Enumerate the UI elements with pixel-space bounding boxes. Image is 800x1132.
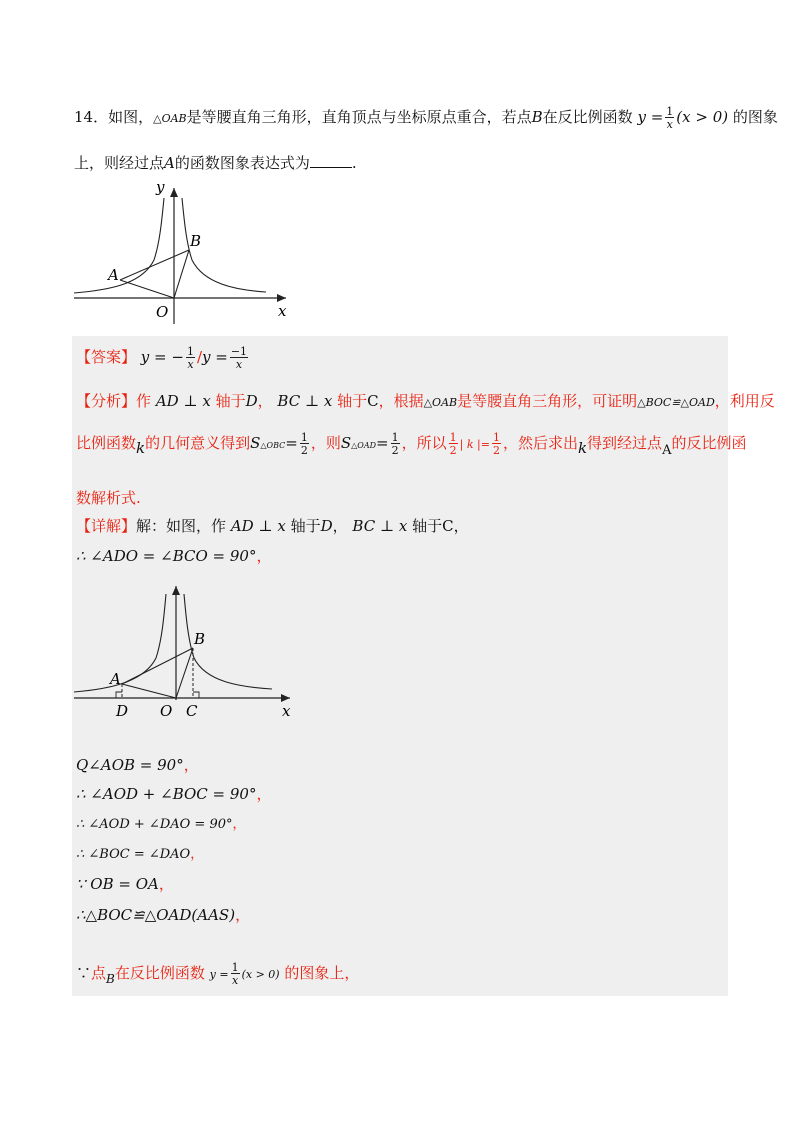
- answer-expr1-lhs: y = −: [140, 348, 184, 366]
- fig2-label-d: D: [116, 702, 129, 720]
- q-text: 是等腰直角三角形，直角顶点与坐标原点重合，若点: [186, 108, 532, 126]
- dt-math: AD ⊥ x: [230, 517, 286, 535]
- an-math: | k |=: [459, 438, 490, 451]
- q-point-a: A: [164, 154, 175, 172]
- an-text: ，然后求出: [502, 434, 578, 452]
- detail-line-2: [76, 545, 272, 566]
- analysis-tag: 【分析】: [76, 392, 137, 410]
- dt-text: ，: [453, 517, 469, 535]
- proof-step: [76, 754, 199, 775]
- an-math: BC ⊥ x: [277, 392, 333, 410]
- q-triangle: △OAB: [153, 112, 187, 125]
- q-func-cond: (x > 0): [676, 108, 729, 126]
- dt-math: ∴ ∠ADO = ∠BCO = 90°: [76, 547, 257, 565]
- detail-last-line: [76, 962, 359, 986]
- an-text: 轴于: [215, 392, 246, 410]
- step-end: ，: [190, 847, 204, 862]
- question-line-1: [74, 106, 778, 130]
- an-math: =: [285, 434, 298, 452]
- proof-step: [76, 873, 174, 894]
- fig2-label-b: B: [194, 630, 206, 648]
- fig1-label-o: O: [156, 303, 169, 321]
- step-text: ∴ ∠AOD + ∠BOC = 90°: [76, 785, 257, 803]
- dt-text: 在反比例函数: [114, 964, 205, 982]
- step-text: ∴ ∠BOC = ∠DAO: [76, 847, 191, 862]
- an-math: =: [376, 434, 389, 452]
- proof-step: [76, 904, 250, 925]
- fig1-label-y: y: [156, 178, 165, 196]
- dt-math: BC ⊥ x: [352, 517, 408, 535]
- q-text: 在反比例函数: [542, 108, 633, 126]
- step-text: ∴△BOC≌△OAD(AAS): [76, 906, 236, 924]
- an-text: 数解析式.: [76, 489, 141, 507]
- q-func-lhs: y =: [637, 108, 664, 126]
- step-text: ∵ OB = OA: [76, 875, 159, 893]
- figure-1-graph: [70, 176, 300, 326]
- an-math: △OAB: [423, 396, 458, 409]
- detail-tag: 【详解】: [76, 517, 137, 535]
- figure-2-graph: [70, 574, 300, 724]
- answer-expr1-frac: $\frac{1}{x}$: [186, 345, 194, 371]
- dt-end: ，: [256, 547, 272, 565]
- an-math: D: [245, 392, 258, 410]
- answer-expr2-frac: $\frac{-1}{x}$: [230, 345, 248, 371]
- an-text: ，所以: [401, 434, 447, 452]
- fig1-label-a: A: [108, 266, 119, 284]
- an-frac: $\frac{1}{2}$: [391, 431, 399, 457]
- dt-text: ，: [332, 517, 348, 535]
- an-text: ，利用反: [714, 392, 775, 410]
- dt-text: 轴于: [290, 517, 321, 535]
- an-frac: $\frac{1}{2}$: [449, 431, 457, 457]
- dt-text: 的图象上，: [284, 964, 360, 982]
- question-line-2: [74, 152, 357, 173]
- an-text: 的几何意义得到: [145, 434, 251, 452]
- dt-math: B: [106, 972, 115, 986]
- step-end: ，: [235, 906, 251, 924]
- dt-math: C: [442, 517, 454, 535]
- q-text: 上，则经过点: [74, 154, 165, 172]
- an-math: AD ⊥ x: [155, 392, 211, 410]
- an-text: ，根据: [378, 392, 424, 410]
- step-end: ，: [183, 756, 199, 774]
- an-math-sub: △OAD: [351, 441, 377, 450]
- q-text: 的图象: [732, 108, 778, 126]
- q-text: 如图，: [108, 108, 154, 126]
- an-math: C: [367, 392, 379, 410]
- q-text: 的函数图象表达式为: [174, 154, 310, 172]
- answer-blank[interactable]: [310, 155, 352, 168]
- proof-step: [76, 843, 203, 862]
- dt-math: (x > 0): [241, 968, 280, 981]
- q-point-b: B: [531, 108, 543, 126]
- an-text: 得到经过点: [587, 434, 663, 452]
- step-text: ∴ ∠AOD + ∠DAO = 90°: [76, 817, 233, 832]
- an-frac: $\frac{1}{2}$: [300, 431, 308, 457]
- analysis-line-2: [76, 432, 746, 458]
- fig1-label-b: B: [190, 232, 202, 250]
- question-number: 14．: [74, 108, 109, 126]
- step-text: Q∠AOB = 90°: [76, 756, 184, 774]
- fig2-label-x: x: [282, 702, 291, 720]
- an-math-sub: △OBC: [260, 441, 286, 450]
- an-math: S: [250, 434, 261, 452]
- answer-expr2-lhs: y =: [202, 348, 228, 366]
- an-text: 作: [136, 392, 152, 410]
- an-text: ，则: [310, 434, 341, 452]
- step-end: ，: [256, 785, 272, 803]
- step-end: ，: [232, 817, 246, 832]
- an-text: 是等腰直角三角形，可证明: [457, 392, 638, 410]
- an-text: 的反比例函: [671, 434, 747, 452]
- an-text: ，: [257, 392, 273, 410]
- dt-math: y =: [209, 968, 229, 981]
- answer-line: [76, 346, 250, 370]
- an-frac: $\frac{1}{2}$: [492, 431, 500, 457]
- step-end: ，: [158, 875, 174, 893]
- proof-step: [76, 783, 272, 804]
- proof-step: [76, 813, 246, 832]
- dt-text: ∵: [76, 964, 92, 982]
- dt-text: 点: [91, 964, 107, 982]
- fig2-label-o: O: [160, 702, 173, 720]
- fig2-label-a: A: [110, 670, 121, 688]
- an-math: k: [577, 439, 588, 457]
- an-math: k: [136, 439, 146, 457]
- dt-text: 轴于: [412, 517, 443, 535]
- q-text: .: [351, 154, 357, 172]
- detail-line-1: [76, 515, 469, 536]
- fig2-label-c: C: [186, 702, 198, 720]
- an-text: 轴于: [337, 392, 368, 410]
- an-math: △BOC≌△OAD: [637, 396, 715, 409]
- fig1-label-x: x: [278, 302, 287, 320]
- dt-text: 解：如图，作: [136, 517, 227, 535]
- an-math: S: [340, 434, 352, 452]
- answer-separator: /: [196, 348, 203, 366]
- analysis-line-3: [76, 487, 141, 508]
- an-math: A: [662, 443, 672, 458]
- dt-math: D: [320, 517, 333, 535]
- dt-frac: $\frac{1}{x}$: [231, 961, 239, 987]
- q-func-frac: $\frac{1}{x}$: [666, 105, 674, 131]
- answer-tag: 【答案】: [76, 348, 137, 366]
- an-text: 比例函数: [76, 434, 137, 452]
- analysis-line-1: [76, 390, 775, 411]
